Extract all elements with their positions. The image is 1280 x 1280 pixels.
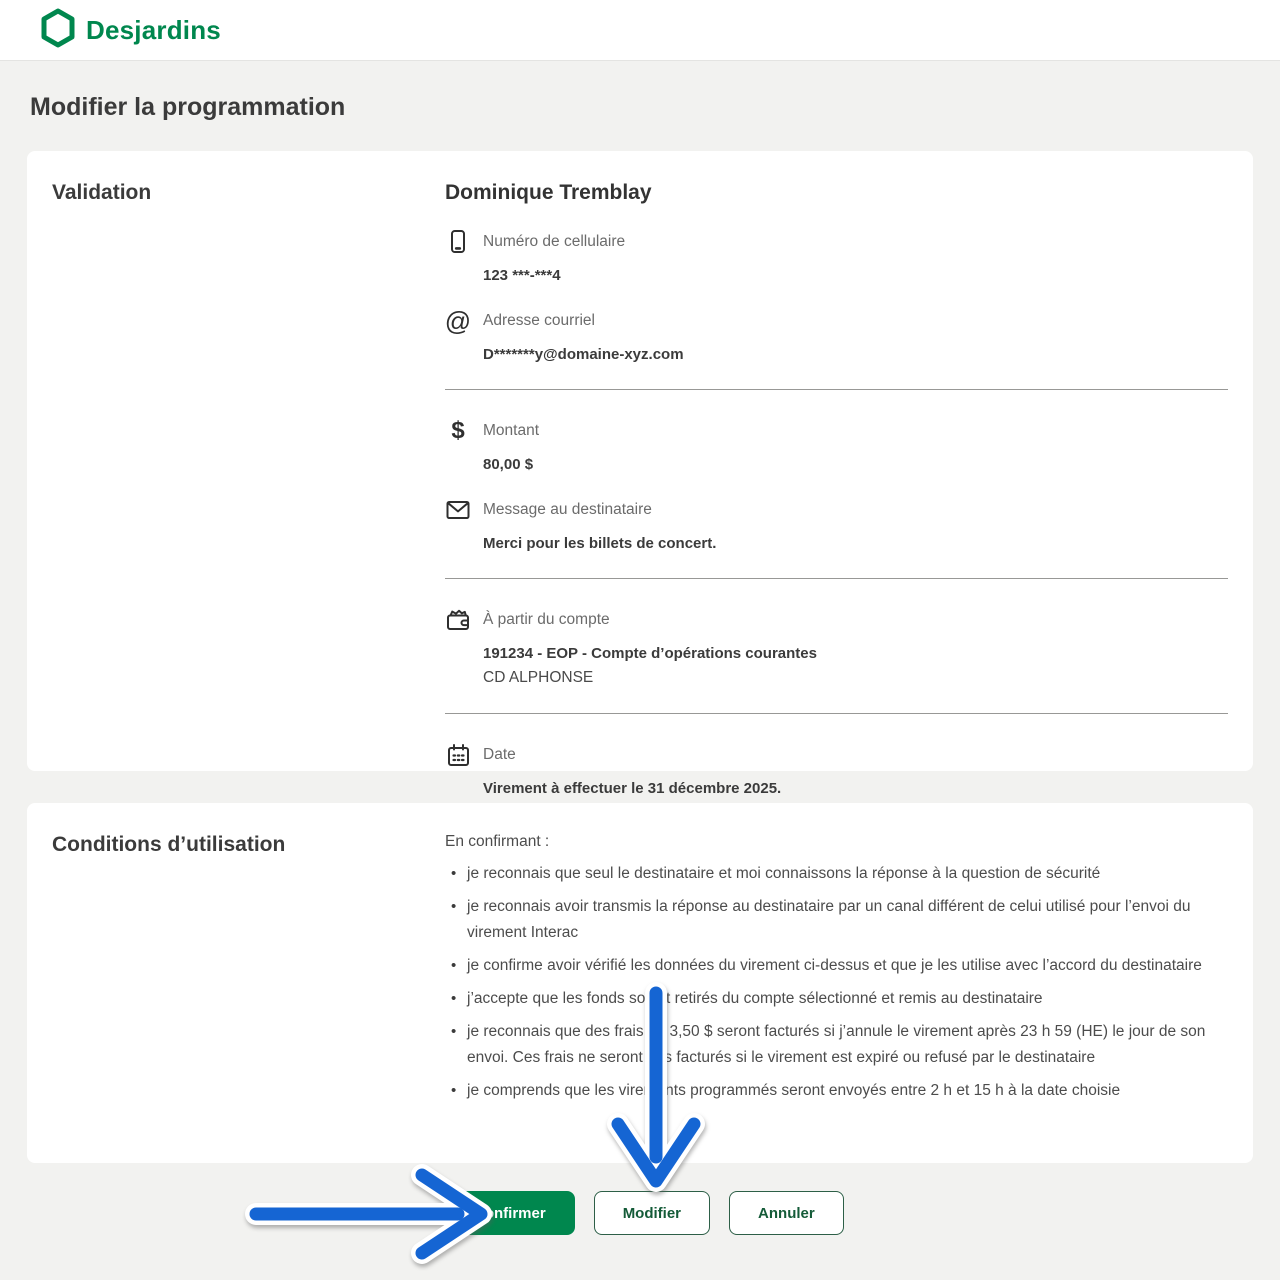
account-field bbox=[445, 605, 1228, 687]
condition-item: • je reconnais que seul le destinataire et moi connaissons la réponse à la question de sécurité bbox=[451, 861, 1228, 887]
app-header bbox=[0, 0, 1280, 61]
amount-label: Montant bbox=[483, 422, 540, 439]
modify-button[interactable]: Modifier bbox=[594, 1191, 710, 1235]
wallet-icon bbox=[445, 608, 471, 632]
conditions-heading: Conditions d’utilisation bbox=[52, 833, 286, 856]
date-field bbox=[445, 740, 1228, 797]
phone-value: 123 ***-***4 bbox=[483, 267, 561, 284]
amount-field bbox=[445, 416, 1228, 473]
validation-heading: Validation bbox=[52, 181, 152, 204]
message-field bbox=[445, 495, 1228, 552]
phone-field bbox=[445, 227, 1228, 284]
condition-item: • je confirme avoir vérifié les données du virement ci-dessus et que je les utilise avec l’accord du destinataire bbox=[451, 953, 1228, 979]
cancel-button[interactable]: Annuler bbox=[729, 1191, 844, 1235]
condition-item: • je reconnais que des frais de 3,50 $ seront facturés si j’annule le virement après 23 h 59 (HE) le jour de son envoi. Ces frais ne seront pas facturés si le virement est expiré ou refusé par le destinataire bbox=[451, 1019, 1228, 1071]
condition-item: • j’accepte que les fonds soient retirés du compte sélectionné et remis au destinataire bbox=[451, 986, 1228, 1012]
account-label: À partir du compte bbox=[483, 611, 610, 628]
section-divider bbox=[445, 713, 1228, 714]
condition-item: • je comprends que les virements programmés seront envoyés entre 2 h et 15 h à la date choisie bbox=[451, 1078, 1228, 1104]
calendar-icon bbox=[445, 743, 471, 768]
recipient-name: Dominique Tremblay bbox=[445, 181, 652, 204]
section-divider bbox=[445, 578, 1228, 579]
section-divider bbox=[445, 389, 1228, 390]
email-field bbox=[445, 306, 1228, 363]
account-value: 191234 - EOP - Compte d’opérations courantes bbox=[483, 645, 817, 662]
page-title: Modifier la programmation bbox=[30, 93, 346, 121]
email-value: D*******y@domaine-xyz.com bbox=[483, 346, 684, 363]
email-label: Adresse courriel bbox=[483, 312, 595, 329]
dollar-icon: $ bbox=[451, 417, 465, 444]
account-holder: CD ALPHONSE bbox=[483, 669, 594, 686]
brand-logo[interactable] bbox=[40, 8, 221, 53]
brand-wordmark: Desjardins bbox=[86, 14, 221, 45]
message-label: Message au destinataire bbox=[483, 501, 652, 518]
mobile-phone-icon bbox=[445, 229, 471, 255]
date-value: Virement à effectuer le 31 décembre 2025. bbox=[483, 780, 782, 797]
actions-row bbox=[445, 1191, 1280, 1235]
date-label: Date bbox=[483, 746, 516, 763]
conditions-card bbox=[27, 803, 1253, 1163]
confirm-button[interactable]: Confirmer bbox=[445, 1191, 575, 1235]
phone-label: Numéro de cellulaire bbox=[483, 233, 626, 250]
conditions-list bbox=[451, 861, 1228, 1104]
message-value: Merci pour les billets de concert. bbox=[483, 535, 717, 552]
validation-card bbox=[27, 151, 1253, 797]
amount-value: 80,00 $ bbox=[483, 456, 534, 473]
at-sign-icon: @ bbox=[444, 306, 472, 336]
condition-item: • je reconnais avoir transmis la réponse au destinataire par un canal différent de celui utilisé pour l’envoi du virement Interac bbox=[451, 894, 1228, 946]
desjardins-hexagon-icon bbox=[40, 8, 76, 53]
conditions-intro: En confirmant : bbox=[445, 833, 550, 850]
envelope-icon bbox=[445, 499, 471, 521]
